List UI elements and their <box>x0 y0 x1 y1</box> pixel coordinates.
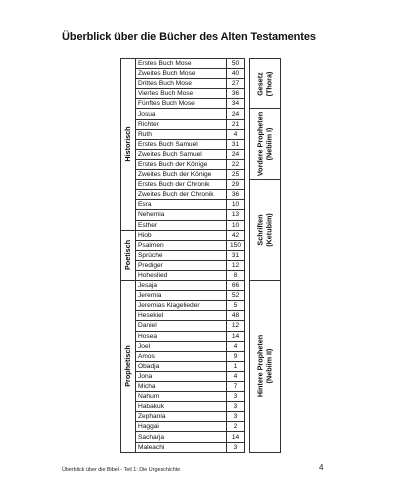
chapter-count: 14 <box>227 331 245 341</box>
chapter-count: 21 <box>227 119 245 129</box>
book-name: Erstes Buch der Könige <box>136 159 227 169</box>
book-name: Zweites Buch der Chronik <box>136 190 227 200</box>
book-name: Zweites Buch der Könige <box>136 170 227 180</box>
book-name: Jeremias Klagelieder <box>136 301 227 311</box>
category-label: Historisch <box>122 126 132 162</box>
group-label <box>257 71 274 96</box>
book-name: Prediger <box>136 260 227 270</box>
category-cell <box>121 281 136 453</box>
group-label <box>257 335 274 397</box>
book-name: Zephania <box>136 412 227 422</box>
book-name: Hoheslied <box>136 270 227 280</box>
category-cell <box>121 59 136 231</box>
book-name: Nehemia <box>136 210 227 220</box>
chapter-count: 40 <box>227 69 245 79</box>
book-name: Sacharja <box>136 432 227 442</box>
chapter-count: 8 <box>227 270 245 280</box>
chapter-count: 52 <box>227 291 245 301</box>
chapter-count: 4 <box>227 129 245 139</box>
chapter-count: 13 <box>227 210 245 220</box>
chapter-count: 3 <box>227 392 245 402</box>
group-label-line2: (Nebiim I) <box>264 127 273 161</box>
chapter-count: 12 <box>227 260 245 270</box>
chapter-count: 36 <box>227 89 245 99</box>
table-row <box>121 109 281 119</box>
chapter-count: 10 <box>227 200 245 210</box>
book-name: Esra <box>136 200 227 210</box>
book-name: Hosea <box>136 331 227 341</box>
chapter-count: 25 <box>227 170 245 180</box>
group-cell <box>250 180 281 281</box>
group-label-line2: (Ketubim) <box>264 213 273 247</box>
page-number: 4 <box>319 463 324 472</box>
book-name: Micha <box>136 382 227 392</box>
chapter-count: 42 <box>227 230 245 240</box>
book-name: Richter <box>136 119 227 129</box>
book-name: Josua <box>136 109 227 119</box>
chapter-count: 27 <box>227 79 245 89</box>
book-name: Psalmen <box>136 240 227 250</box>
category-label: Prophetisch <box>122 345 132 388</box>
group-cell <box>250 109 281 180</box>
book-name: Nahum <box>136 392 227 402</box>
chapter-count: 2 <box>227 422 245 432</box>
page-title: Überblick über die Bücher des Alten Testamentes <box>62 31 316 43</box>
book-name: Haggai <box>136 422 227 432</box>
group-label-line2: (Thora) <box>264 71 273 97</box>
book-name: Maleachi <box>136 442 227 452</box>
book-name: Jesaja <box>136 281 227 291</box>
chapter-count: 12 <box>227 321 245 331</box>
chapter-count: 31 <box>227 139 245 149</box>
book-name: Fünftes Buch Mose <box>136 99 227 109</box>
book-name: Jona <box>136 371 227 381</box>
chapter-count: 9 <box>227 351 245 361</box>
book-name: Habakuk <box>136 402 227 412</box>
book-name: Amos <box>136 351 227 361</box>
group-label-line1: Gesetz <box>255 71 265 96</box>
book-name: Esther <box>136 220 227 230</box>
table-row <box>121 281 281 291</box>
book-name: Erstes Buch Samuel <box>136 139 227 149</box>
chapter-count: 48 <box>227 311 245 321</box>
chapter-count: 31 <box>227 250 245 260</box>
book-name: Hiob <box>136 230 227 240</box>
chapter-count: 150 <box>227 240 245 250</box>
chapter-count: 14 <box>227 432 245 442</box>
group-cell <box>250 281 281 453</box>
footer-text: Überblick über die Bibel - Teil 1: Die Urgeschichte <box>62 467 181 473</box>
book-name: Jeremia <box>136 291 227 301</box>
books-table <box>120 58 281 453</box>
table-row <box>121 180 281 190</box>
chapter-count: 3 <box>227 412 245 422</box>
group-label-line1: Schriften <box>255 214 265 246</box>
book-name: Joel <box>136 341 227 351</box>
group-cell <box>250 59 281 109</box>
book-name: Erstes Buch der Chronik <box>136 180 227 190</box>
book-name: Drittes Buch Mose <box>136 79 227 89</box>
chapter-count: 3 <box>227 402 245 412</box>
chapter-count: 66 <box>227 281 245 291</box>
chapter-count: 3 <box>227 442 245 452</box>
table-row <box>121 59 281 69</box>
group-label-line1: Vordere Propheten <box>255 112 265 177</box>
book-name: Zweites Buch Mose <box>136 69 227 79</box>
group-label-line1: Hintere Propheten <box>255 335 265 398</box>
chapter-count: 29 <box>227 180 245 190</box>
chapter-count: 36 <box>227 190 245 200</box>
group-label <box>257 213 274 247</box>
chapter-count: 10 <box>227 220 245 230</box>
book-name: Obadja <box>136 361 227 371</box>
book-name: Daniel <box>136 321 227 331</box>
book-name: Sprüche <box>136 250 227 260</box>
chapter-count: 34 <box>227 99 245 109</box>
chapter-count: 4 <box>227 341 245 351</box>
category-cell <box>121 230 136 280</box>
book-name: Erstes Buch Mose <box>136 59 227 69</box>
book-name: Hesekiel <box>136 311 227 321</box>
chapter-count: 24 <box>227 149 245 159</box>
category-label: Poetisch <box>122 240 132 271</box>
chapter-count: 1 <box>227 361 245 371</box>
chapter-count: 24 <box>227 109 245 119</box>
book-name: Viertes Buch Mose <box>136 89 227 99</box>
chapter-count: 5 <box>227 301 245 311</box>
book-name: Zweites Buch Samuel <box>136 149 227 159</box>
chapter-count: 50 <box>227 59 245 69</box>
chapter-count: 22 <box>227 159 245 169</box>
chapter-count: 4 <box>227 371 245 381</box>
chapter-count: 7 <box>227 382 245 392</box>
group-label-line2: (Nebiim II) <box>264 348 273 384</box>
book-name: Ruth <box>136 129 227 139</box>
group-label <box>257 112 274 176</box>
